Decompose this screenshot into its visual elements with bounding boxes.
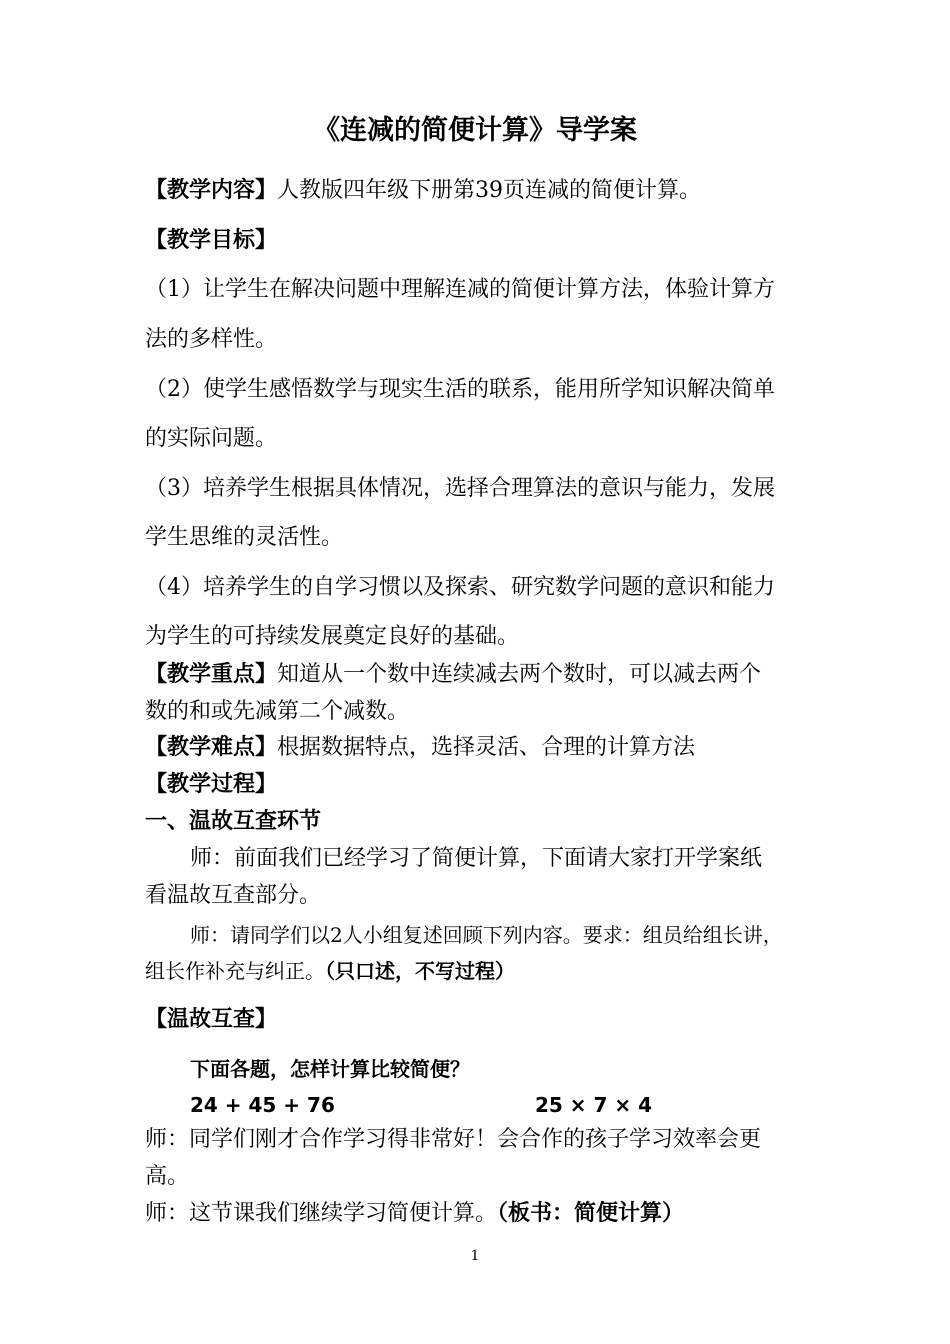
goal-line: （4）培养学生的自学习惯以及探索、研究数学问题的意识和能力: [145, 575, 775, 600]
closing-text: 师：这节课我们继续学习简便计算。: [145, 1201, 498, 1226]
paragraph-line: 师：前面我们已经学习了简便计算，下面请大家打开学案纸: [190, 846, 763, 871]
paragraph-text: 组长作补充与纠正。: [145, 959, 325, 983]
difficulty: [145, 733, 695, 763]
goal-line: （1）让学生在解决问题中理解连减的简便计算方法，体验计算方: [145, 277, 775, 302]
key-point-text-cont: 数的和或先减第二个减数。: [145, 699, 410, 724]
paragraph-emphasis: （只口述，不写过程）: [325, 959, 515, 983]
process-label: 【教学过程】: [145, 772, 278, 797]
review-expression-1: 24 + 45 + 76: [190, 1093, 335, 1117]
goal-line: 学生思维的灵活性。: [145, 525, 344, 550]
review-label: 【温故互查】: [145, 1007, 278, 1032]
goal-line: （3）培养学生根据具体情况，选择合理算法的意识与能力，发展: [145, 476, 775, 501]
difficulty-label: 【教学难点】: [145, 735, 278, 760]
closing-emphasis: （板书：简便计算）: [497, 1201, 685, 1226]
paragraph-line: [145, 956, 515, 986]
key-point-label: 【教学重点】: [145, 662, 278, 687]
section-heading: 一、温故互查环节: [145, 809, 322, 834]
closing-line: [145, 1199, 684, 1229]
teaching-content-text: 人教版四年级下册第39页连减的简便计算。: [277, 178, 702, 203]
page-number: 1: [470, 1248, 480, 1264]
closing-line: 师：同学们刚才合作学习得非常好！会合作的孩子学习效率会更: [145, 1127, 762, 1152]
closing-line: 高。: [145, 1164, 190, 1189]
goal-line: 为学生的可持续发展奠定良好的基础。: [145, 624, 520, 649]
difficulty-text: 根据数据特点，选择灵活、合理的计算方法: [277, 735, 696, 760]
paragraph-line: 师：请同学们以2人小组复述回顾下列内容。要求：组员给组长讲，: [190, 923, 783, 947]
teaching-goals-label: 【教学目标】: [145, 228, 278, 253]
key-point: [145, 660, 761, 690]
review-expression-2: 25 × 7 × 4: [535, 1093, 653, 1117]
goal-line: （2）使学生感悟数学与现实生活的联系，能用所学知识解决简单: [145, 377, 775, 402]
paragraph-line: 看温故互查部分。: [145, 883, 322, 908]
teaching-content-label: 【教学内容】: [145, 178, 278, 203]
goal-line: 的实际问题。: [145, 426, 278, 451]
teaching-content: [145, 176, 701, 206]
review-question: 下面各题，怎样计算比较简便？: [190, 1057, 470, 1081]
key-point-text: 知道从一个数中连续减去两个数时，可以减去两个: [277, 662, 762, 687]
goal-line: 法的多样性。: [145, 327, 278, 352]
document-title: 《连减的简便计算》导学案: [313, 115, 637, 146]
